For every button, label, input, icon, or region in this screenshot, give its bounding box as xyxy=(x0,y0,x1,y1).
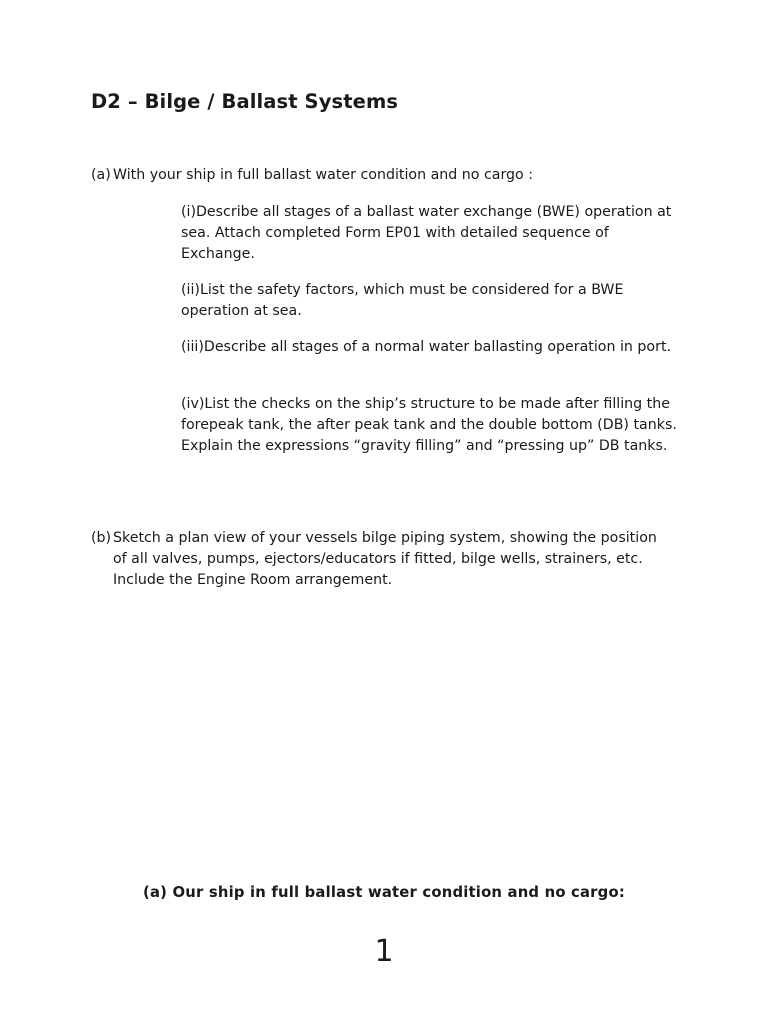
subquestion-iii: (iii)Describe all stages of a normal water ballasting operation in port. xyxy=(181,339,672,355)
question-b-marker: (b) xyxy=(91,530,112,546)
page-number: 1 xyxy=(374,934,394,969)
question-a-text: With your ship in full ballast water condition and no cargo : xyxy=(113,167,534,183)
document-title: D2 – Bilge / Ballast Systems xyxy=(91,90,399,113)
question-a-marker: (a) xyxy=(91,167,111,183)
subquestion-iv: (iv)List the checks on the ship’s structure to be made after filling the forepeak tank, the after peak tank and the double bottom (DB) tanks. Explain the expressions “gravity filling” and “pressing up” DB tanks. xyxy=(181,396,677,454)
subquestion-ii: (ii)List the safety factors, which must be considered for a BWE operation at sea. xyxy=(181,282,624,319)
section-heading: (a) Our ship in full ballast water condition and no cargo: xyxy=(143,884,625,901)
subquestion-i: (i)Describe all stages of a ballast water exchange (BWE) operation at sea. Attach completed Form EP01 with detailed sequence of Exchange. xyxy=(181,204,672,262)
question-b-text: Sketch a plan view of your vessels bilge piping system, showing the position of all valves, pumps, ejectors/educators if fitted, bilge wells, strainers, etc. Include the Engine Room arrangement. xyxy=(113,530,657,588)
